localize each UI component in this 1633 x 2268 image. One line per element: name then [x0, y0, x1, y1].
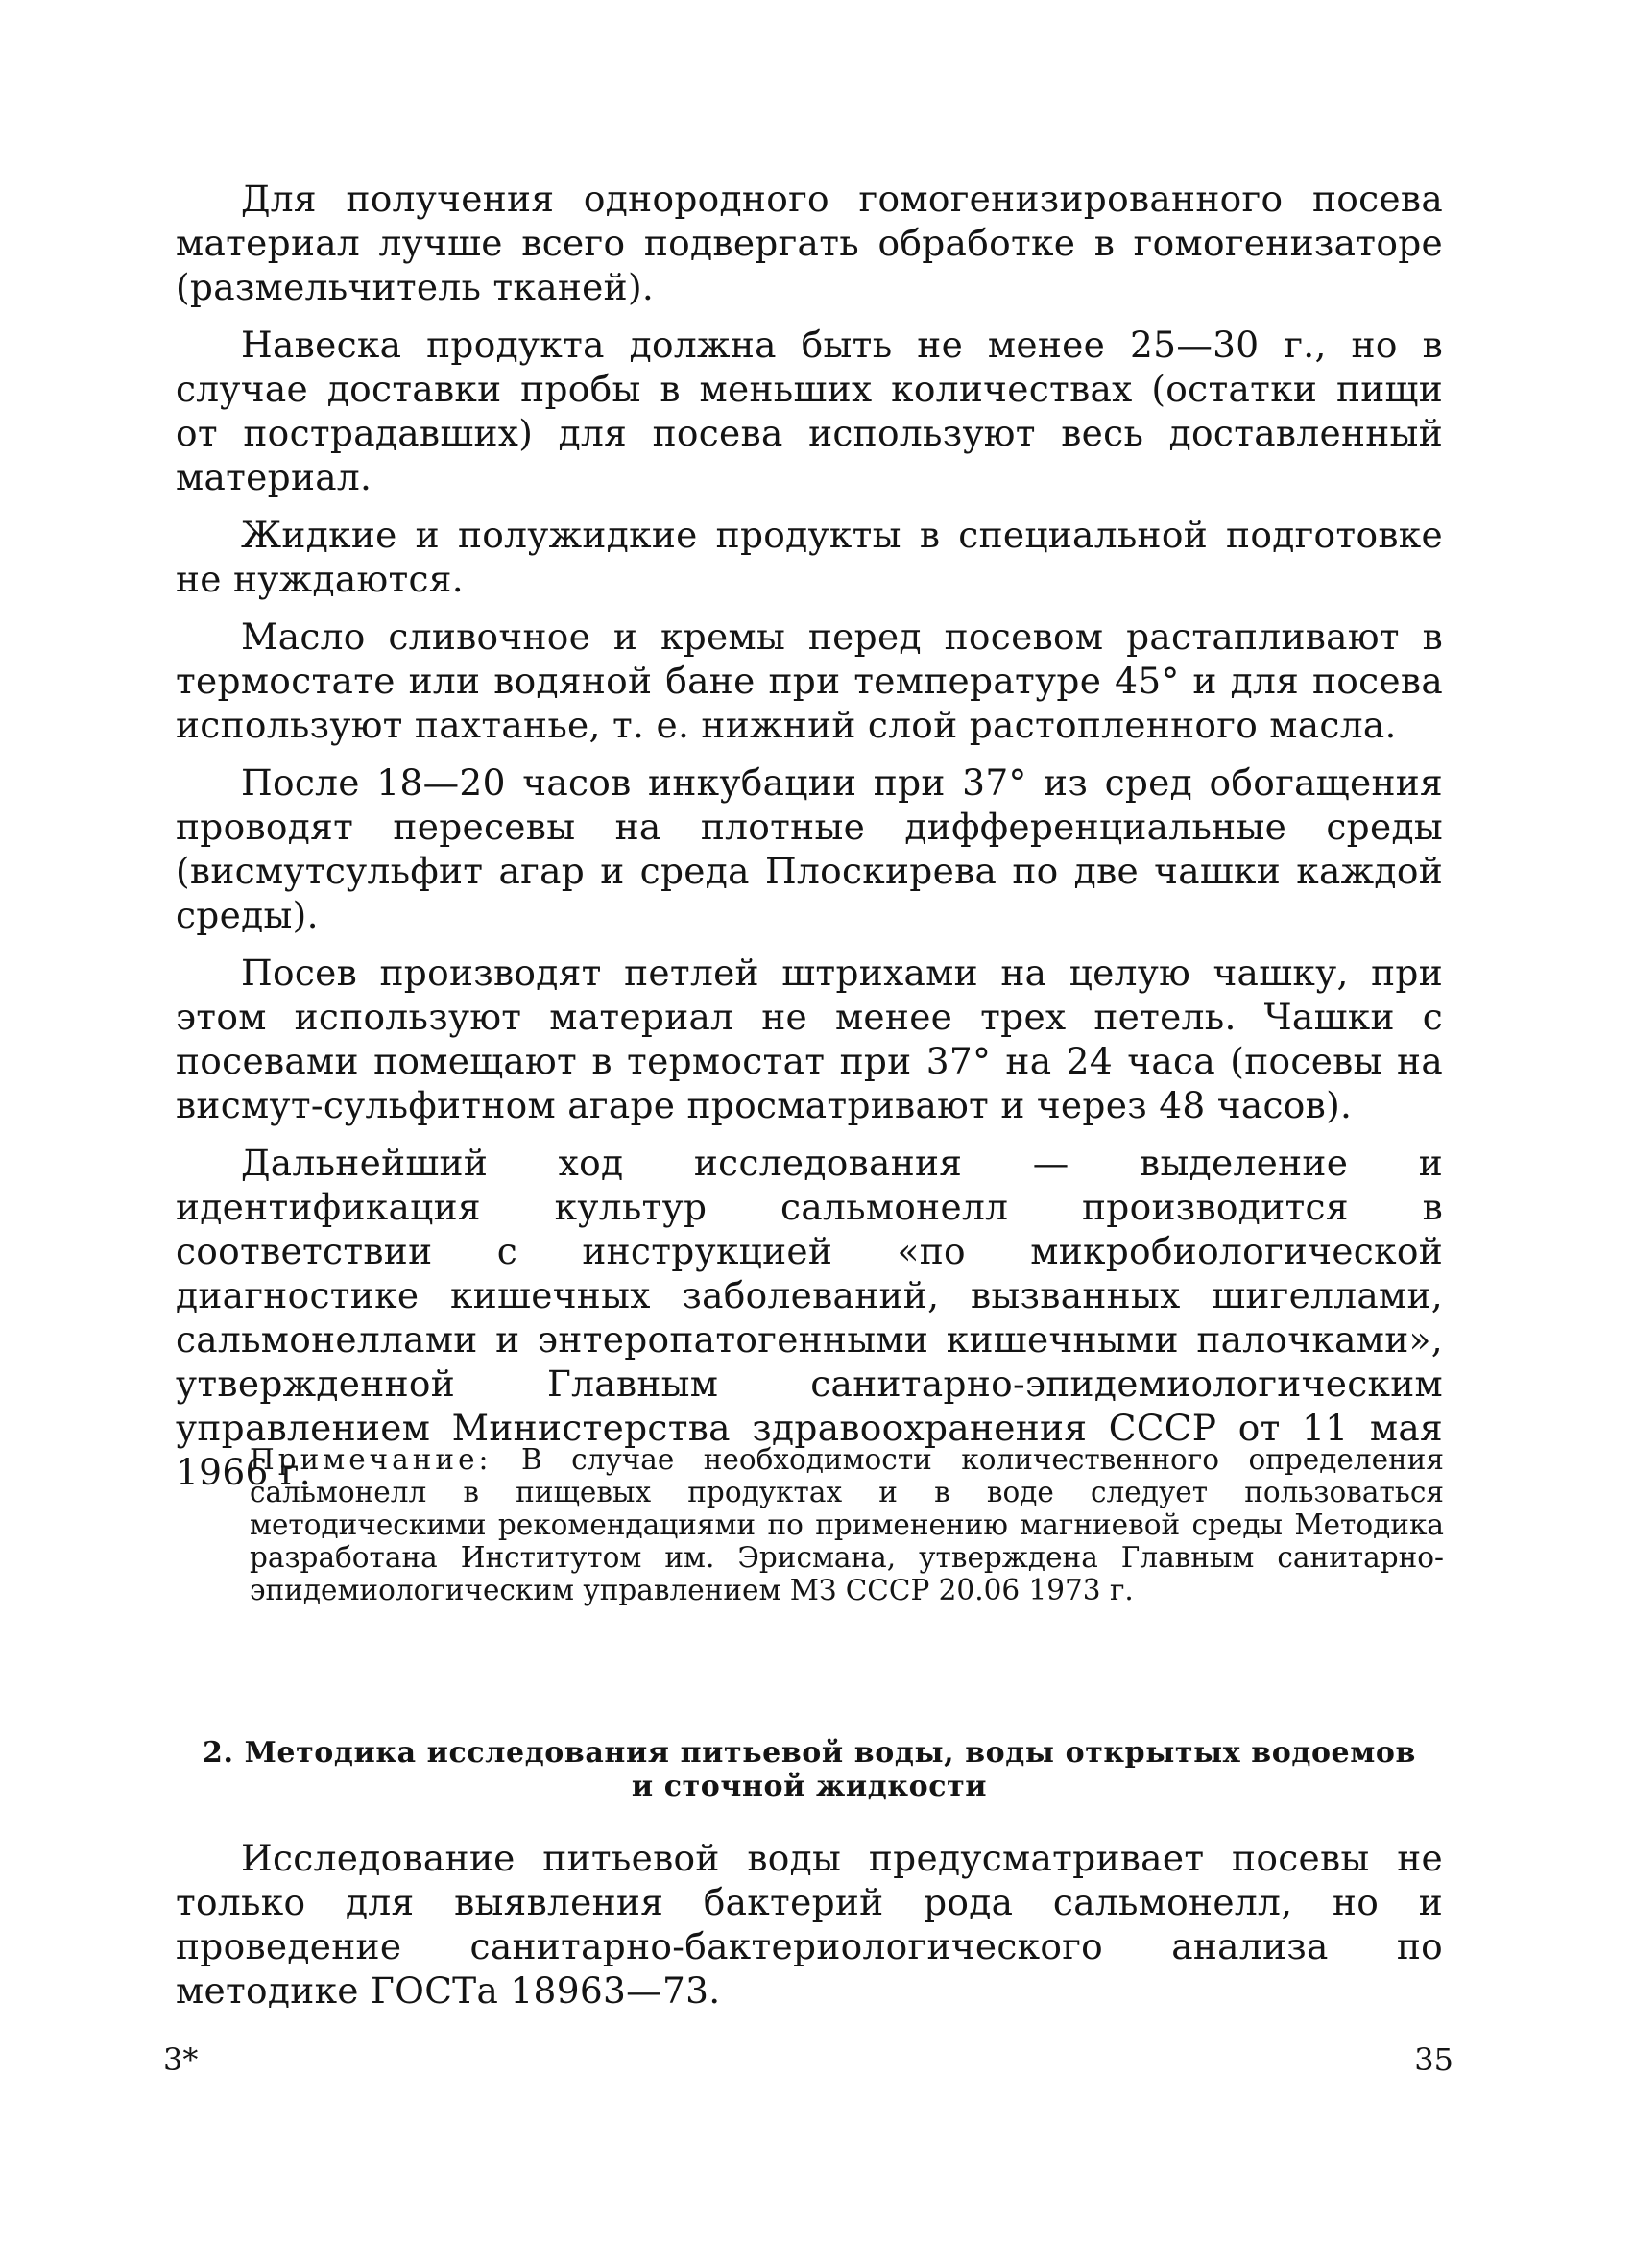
main-text-block — [176, 177, 1443, 1508]
paragraph-inoculation: Посев производят петлей штрихами на целую чашку, при этом используют материал не менее трех петель. Чашки с посевами помещают в термостат при 37° на 24 часа (посевы на висмут-сульфитном агаре просматривают и через 48 часов). — [176, 952, 1443, 1126]
signature-mark: 3* — [163, 2041, 199, 2078]
note-block — [250, 1443, 1444, 1606]
paragraph-liquid-products: Жидкие и полужидкие продукты в специальной подготовке не нуждаются. — [176, 514, 1443, 600]
paragraph-further-study: Дальнейший ход исследования — выделение и идентификация культур сальмонелл производится в соответствии с инструкцией «по микробиологической диагностике кишечных заболеваний, вызванных шигеллами, сальмонеллами и энтеропатогенными кишечными палочками», утвержденной Главным санитарно-эпидемиологическим управлением Министерства здравоохранения СССР от 11 мая 1966 г. — [176, 1142, 1443, 1493]
paragraph-drinking-water: Исследование питьевой воды предусматривает посевы не только для выявления бактерий рода сальмонелл, но и проведение санитарно-бактериологического анализа по методике ГОСТа 18963—73. — [176, 1837, 1443, 2012]
note-label: Примечание: — [250, 1443, 492, 1476]
section-heading-line-2: и сточной жидкости — [631, 1770, 988, 1803]
paragraph-homogenization: Для получения однородного гомогенизированного посева материал лучше всего подвергать обработке в гомогенизаторе (размельчитель тканей). — [176, 178, 1443, 308]
paragraph-incubation: После 18—20 часов инкубации при 37° из сред обогащения проводят пересевы на плотные дифференциальные среды (висмутсульфит агар и среда Плоскирева по две чашки каждой среды). — [176, 761, 1443, 936]
paragraph-sample-weight: Навеска продукта должна быть не менее 25—30 г., но в случае доставки пробы в меньших количествах (остатки пищи от пострадавших) для посева используют весь доставленный материал. — [176, 324, 1443, 498]
page-number: 35 — [1414, 2041, 1453, 2078]
section-heading-line-1: 2. Методика исследования питьевой воды, воды открытых водоемов — [203, 1736, 1416, 1770]
note-text: В случае необходимости количественного определения сальмонелл в пищевых продуктах и в воде следует пользоваться методическими рекомендациями по применению магниевой среды Методика разработана Институтом им. Эрисмана, утверждена Главным санитарно-эпидемиологическим управлением МЗ СССР 20.06 1973 г. — [250, 1443, 1444, 1606]
paragraph-butter-creams: Масло сливочное и кремы перед посевом растапливают в термостате или водяной бане при температуре 45° и для посева используют пахтанье, т. е. нижний слой растопленного масла. — [176, 615, 1443, 746]
section-text-block — [176, 1836, 1443, 2026]
section-heading — [176, 1736, 1443, 1803]
